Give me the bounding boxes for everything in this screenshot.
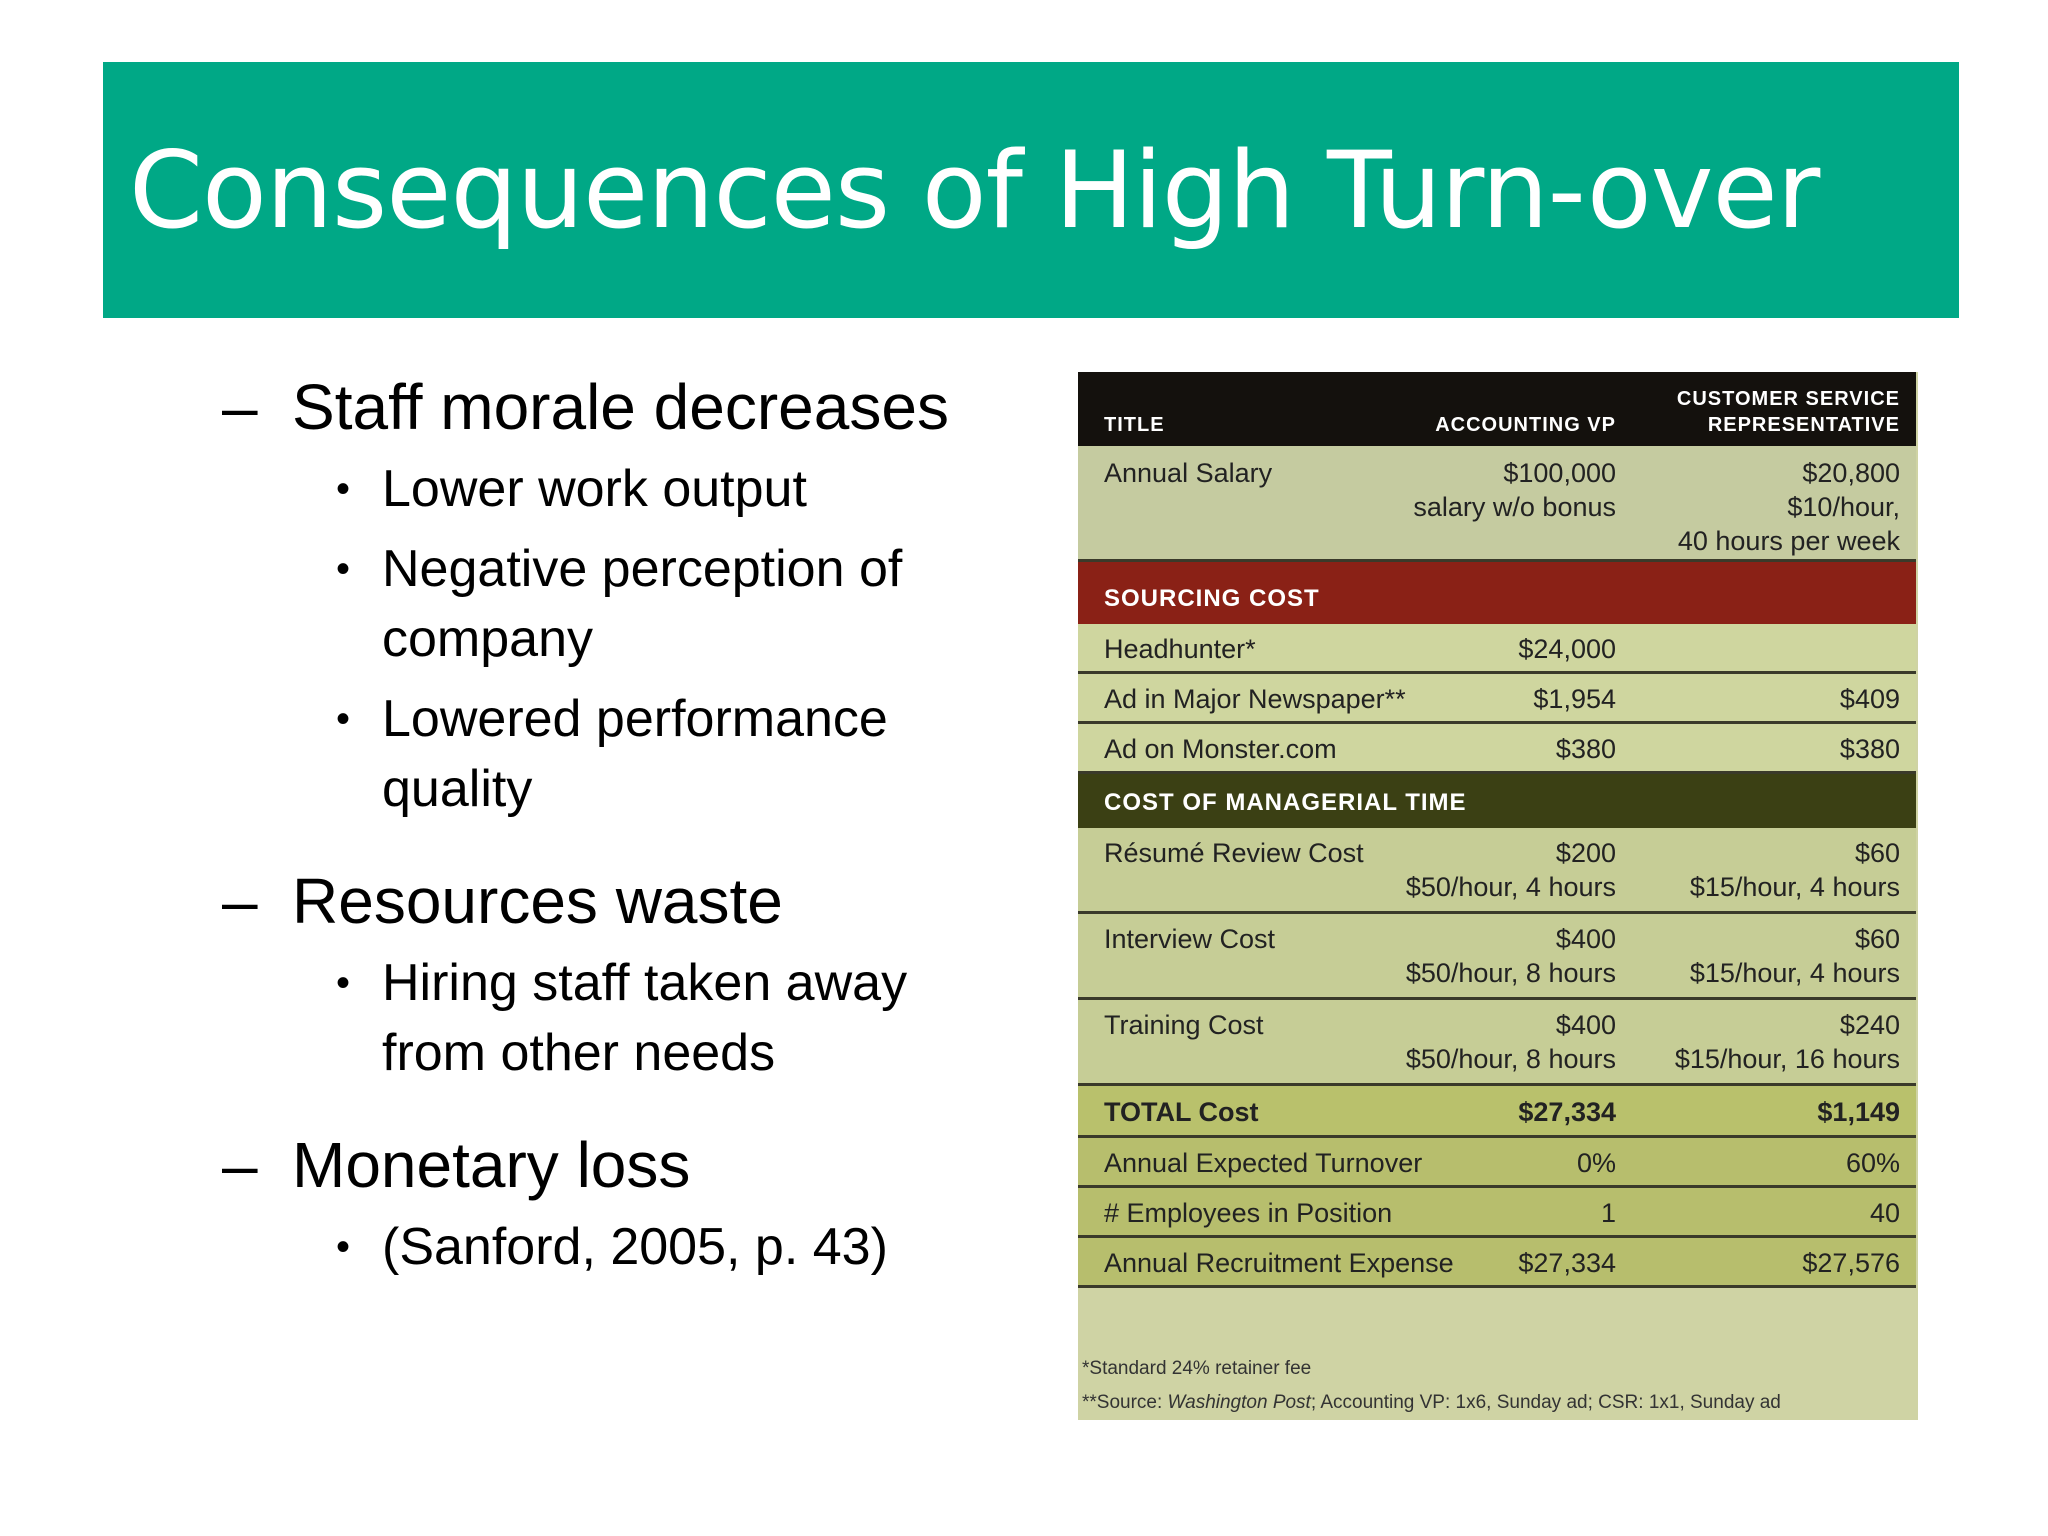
table-row [1078, 914, 1916, 1000]
row-label: Annual Expected Turnover [1104, 1148, 1423, 1178]
header-accounting-vp: ACCOUNTING VP [1435, 414, 1616, 436]
sub-bullet [332, 1212, 1042, 1282]
table-row-total [1078, 1086, 1916, 1138]
table-row [1078, 1138, 1916, 1188]
csr-value: $60 [1854, 838, 1900, 868]
table-footnotes [1082, 1352, 1781, 1420]
vp-value: $1,954 [1533, 684, 1616, 714]
sub-bullet [332, 684, 1042, 824]
csr-value: $20,800 [1802, 458, 1900, 488]
footnote-source [1082, 1386, 1781, 1420]
dash-marker: – [222, 865, 258, 937]
header-csr-line2: REPRESENTATIVE [1707, 414, 1900, 436]
sub-bullet-text: Hiring staff taken away from other needs [382, 954, 908, 1082]
vp-value: 0% [1576, 1148, 1616, 1178]
section-title: SOURCING COST [1104, 585, 1320, 612]
sub-bullet-text: (Sanford, 2005, p. 43) [382, 1218, 888, 1276]
footnote-source-prefix: **Source: [1082, 1392, 1168, 1413]
row-label: TOTAL Cost [1104, 1097, 1259, 1127]
csr-value: $60 [1854, 924, 1900, 954]
row-label: Headhunter* [1104, 634, 1256, 664]
bullet-text: Monetary loss [292, 1129, 691, 1201]
bullet-morale [222, 370, 1042, 444]
footnote-source-details: ; Accounting VP: 1x6, Sunday ad; CSR: 1x1, Sunday ad [1310, 1392, 1781, 1413]
vp-value: $200 [1555, 838, 1616, 868]
row-label: Ad on Monster.com [1104, 734, 1337, 764]
header-csr-line1: CUSTOMER SERVICE [1676, 388, 1900, 410]
vp-detail: $50/hour, 4 hours [1405, 872, 1616, 902]
row-label: Résumé Review Cost [1104, 838, 1364, 868]
vp-value: $100,000 [1503, 458, 1616, 488]
section-header-sourcing [1078, 562, 1916, 624]
csr-detail: $10/hour, [1787, 492, 1900, 522]
sub-bullet [332, 948, 1042, 1088]
csr-value: $380 [1839, 734, 1900, 764]
bullet-text: Staff morale decreases [292, 371, 949, 443]
sub-bullet [332, 534, 1042, 674]
csr-value: $240 [1839, 1010, 1900, 1040]
csr-detail: $15/hour, 4 hours [1689, 958, 1900, 988]
slide-title: Consequences of High Turn-over [129, 128, 1820, 252]
row-label: # Employees in Position [1104, 1198, 1393, 1228]
section-title: COST OF MANAGERIAL TIME [1104, 789, 1467, 816]
vp-value: $400 [1555, 924, 1616, 954]
vp-value: $27,334 [1518, 1248, 1616, 1278]
vp-detail: salary w/o bonus [1413, 492, 1616, 522]
dot-marker: • [336, 697, 351, 741]
footnote-source-publication: Washington Post [1167, 1392, 1311, 1413]
csr-value: $27,576 [1802, 1248, 1900, 1278]
table-row [1078, 1238, 1916, 1288]
footnote-retainer: *Standard 24% retainer fee [1082, 1358, 1312, 1379]
row-label: Annual Salary [1104, 458, 1273, 488]
csr-value: 40 [1869, 1198, 1900, 1228]
bullet-text: Resources waste [292, 865, 783, 937]
section-header-managerial [1078, 774, 1916, 828]
vp-detail: $50/hour, 8 hours [1405, 958, 1616, 988]
vp-value: $27,334 [1518, 1097, 1616, 1127]
csr-detail: $15/hour, 4 hours [1689, 872, 1900, 902]
sub-bullet-text: Negative perception of company [382, 540, 903, 668]
dash-marker: – [222, 1129, 258, 1201]
dot-marker: • [336, 547, 351, 591]
table-row [1078, 446, 1916, 562]
row-label: Ad in Major Newspaper** [1104, 684, 1406, 714]
csr-value: $1,149 [1817, 1097, 1900, 1127]
table-row [1078, 724, 1916, 774]
table-row [1078, 624, 1916, 674]
row-label: Interview Cost [1104, 924, 1276, 954]
dot-marker: • [336, 1225, 351, 1269]
vp-value: $24,000 [1518, 634, 1616, 664]
bullet-resources [222, 864, 1042, 938]
table-row [1078, 1188, 1916, 1238]
table-header-row [1078, 372, 1916, 446]
bullet-monetary [222, 1128, 1042, 1202]
csr-detail: $15/hour, 16 hours [1674, 1044, 1900, 1074]
table-row [1078, 1000, 1916, 1086]
row-label: Training Cost [1104, 1010, 1264, 1040]
row-label: Annual Recruitment Expense [1104, 1248, 1454, 1278]
dot-marker: • [336, 467, 351, 511]
csr-value: $409 [1839, 684, 1900, 714]
bullet-list [222, 370, 1042, 1282]
csr-detail-2: 40 hours per week [1677, 526, 1900, 556]
csr-value: 60% [1845, 1148, 1900, 1178]
header-title: TITLE [1104, 414, 1165, 436]
table-row [1078, 674, 1916, 724]
vp-value: $380 [1555, 734, 1616, 764]
table-row [1078, 828, 1916, 914]
vp-value: 1 [1600, 1198, 1616, 1228]
sub-bullet-text: Lower work output [382, 460, 807, 518]
dot-marker: • [336, 961, 351, 1005]
cost-table-image [1078, 372, 1918, 1420]
sub-bullet [332, 454, 1042, 524]
sub-bullet-text: Lowered performance quality [382, 690, 888, 818]
title-banner [103, 62, 1959, 318]
vp-value: $400 [1555, 1010, 1616, 1040]
vp-detail: $50/hour, 8 hours [1405, 1044, 1616, 1074]
dash-marker: – [222, 371, 258, 443]
